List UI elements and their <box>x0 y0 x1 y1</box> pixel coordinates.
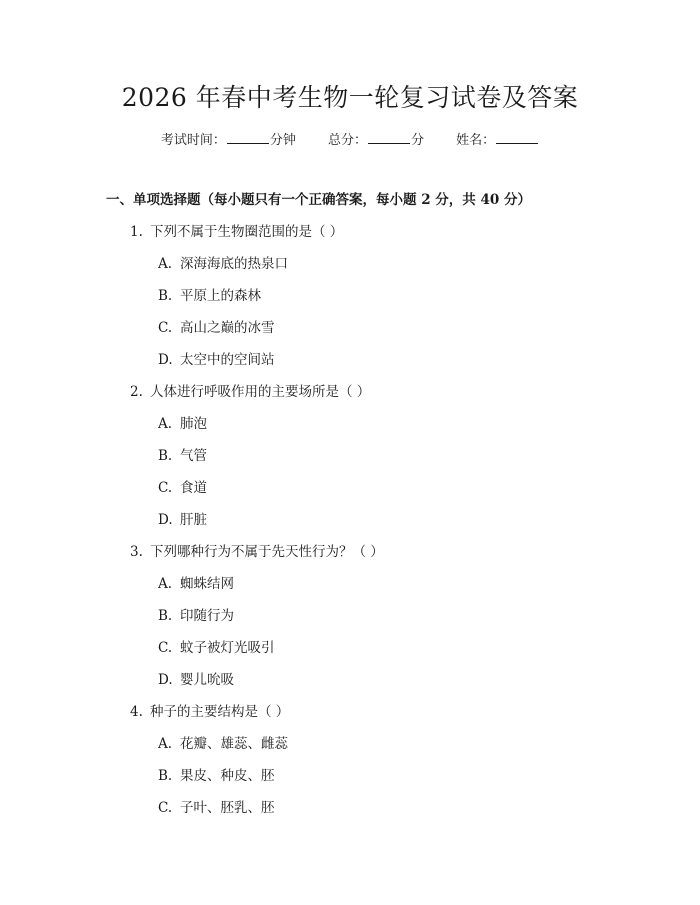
option-text: 果皮、种皮、胚 <box>180 768 275 784</box>
option-letter: D. <box>158 672 173 688</box>
option-a <box>0 254 700 286</box>
option-text: 肺泡 <box>180 416 207 432</box>
option-text: 食道 <box>180 480 207 496</box>
option-text: 高山之巅的冰雪 <box>180 320 275 336</box>
option-c <box>0 478 700 510</box>
question-2 <box>0 382 700 542</box>
question-number: 2. <box>130 384 143 400</box>
option-letter: B. <box>158 608 173 624</box>
question-4 <box>0 702 700 830</box>
option-letter: A. <box>158 416 173 432</box>
question-text: 下列哪种行为不属于先天性行为？（ ） <box>150 544 384 560</box>
total-score-blank <box>368 130 410 144</box>
option-letter: B. <box>158 768 173 784</box>
option-letter: C. <box>158 800 173 816</box>
question-number: 3. <box>130 544 143 560</box>
option-c <box>0 318 700 350</box>
question-stem <box>0 222 700 254</box>
student-name-field <box>456 130 539 151</box>
option-text: 蚊子被灯光吸引 <box>180 640 275 656</box>
option-b <box>0 606 700 638</box>
exam-time-label: 考试时间： <box>160 133 226 148</box>
option-text: 深海海底的热泉口 <box>180 256 288 272</box>
student-name-blank <box>496 130 538 144</box>
question-1 <box>0 222 700 382</box>
option-text: 印随行为 <box>180 608 234 624</box>
option-c <box>0 638 700 670</box>
option-letter: A. <box>158 256 173 272</box>
option-letter: D. <box>158 512 173 528</box>
question-text: 人体进行呼吸作用的主要场所是（ ） <box>150 384 371 400</box>
exam-time-blank <box>227 130 269 144</box>
option-text: 气管 <box>180 448 207 464</box>
total-score-unit: 分 <box>411 133 425 148</box>
option-text: 平原上的森林 <box>180 288 261 304</box>
option-letter: B. <box>158 448 173 464</box>
question-3 <box>0 542 700 702</box>
question-text: 下列不属于生物圈范围的是（ ） <box>150 224 344 240</box>
option-b <box>0 766 700 798</box>
option-letter: C. <box>158 320 173 336</box>
option-b <box>0 286 700 318</box>
total-score-field <box>328 130 424 151</box>
option-d <box>0 670 700 702</box>
option-text: 婴儿吮吸 <box>180 672 234 688</box>
option-letter: C. <box>158 480 173 496</box>
question-list <box>0 222 700 830</box>
option-a <box>0 734 700 766</box>
question-number: 4. <box>130 704 143 720</box>
exam-time-unit: 分钟 <box>269 133 296 148</box>
option-b <box>0 446 700 478</box>
option-d <box>0 510 700 542</box>
question-number: 1. <box>130 224 143 240</box>
option-letter: C. <box>158 640 173 656</box>
total-score-label: 总分： <box>327 133 367 148</box>
section-heading: 一、单项选择题（每小题只有一个正确答案，每小题 2 分，共 40 分） <box>106 192 531 208</box>
exam-title: 2026 年春中考生物一轮复习试卷及答案 <box>121 83 579 112</box>
option-text: 肝脏 <box>180 512 207 528</box>
option-letter: D. <box>158 352 173 368</box>
question-stem <box>0 382 700 414</box>
question-stem <box>0 702 700 734</box>
option-text: 花瓣、雄蕊、雌蕊 <box>180 736 288 752</box>
option-letter: A. <box>158 576 173 592</box>
option-c <box>0 798 700 830</box>
question-stem <box>0 542 700 574</box>
exam-meta <box>0 130 700 151</box>
option-letter: A. <box>158 736 173 752</box>
option-d <box>0 350 700 382</box>
option-letter: B. <box>158 288 173 304</box>
option-text: 太空中的空间站 <box>180 352 275 368</box>
student-name-label: 姓名： <box>456 133 496 148</box>
option-a <box>0 574 700 606</box>
exam-time-field <box>161 130 296 151</box>
question-text: 种子的主要结构是（ ） <box>150 704 290 720</box>
option-a <box>0 414 700 446</box>
option-text: 子叶、胚乳、胚 <box>180 800 275 816</box>
option-text: 蜘蛛结网 <box>180 576 234 592</box>
